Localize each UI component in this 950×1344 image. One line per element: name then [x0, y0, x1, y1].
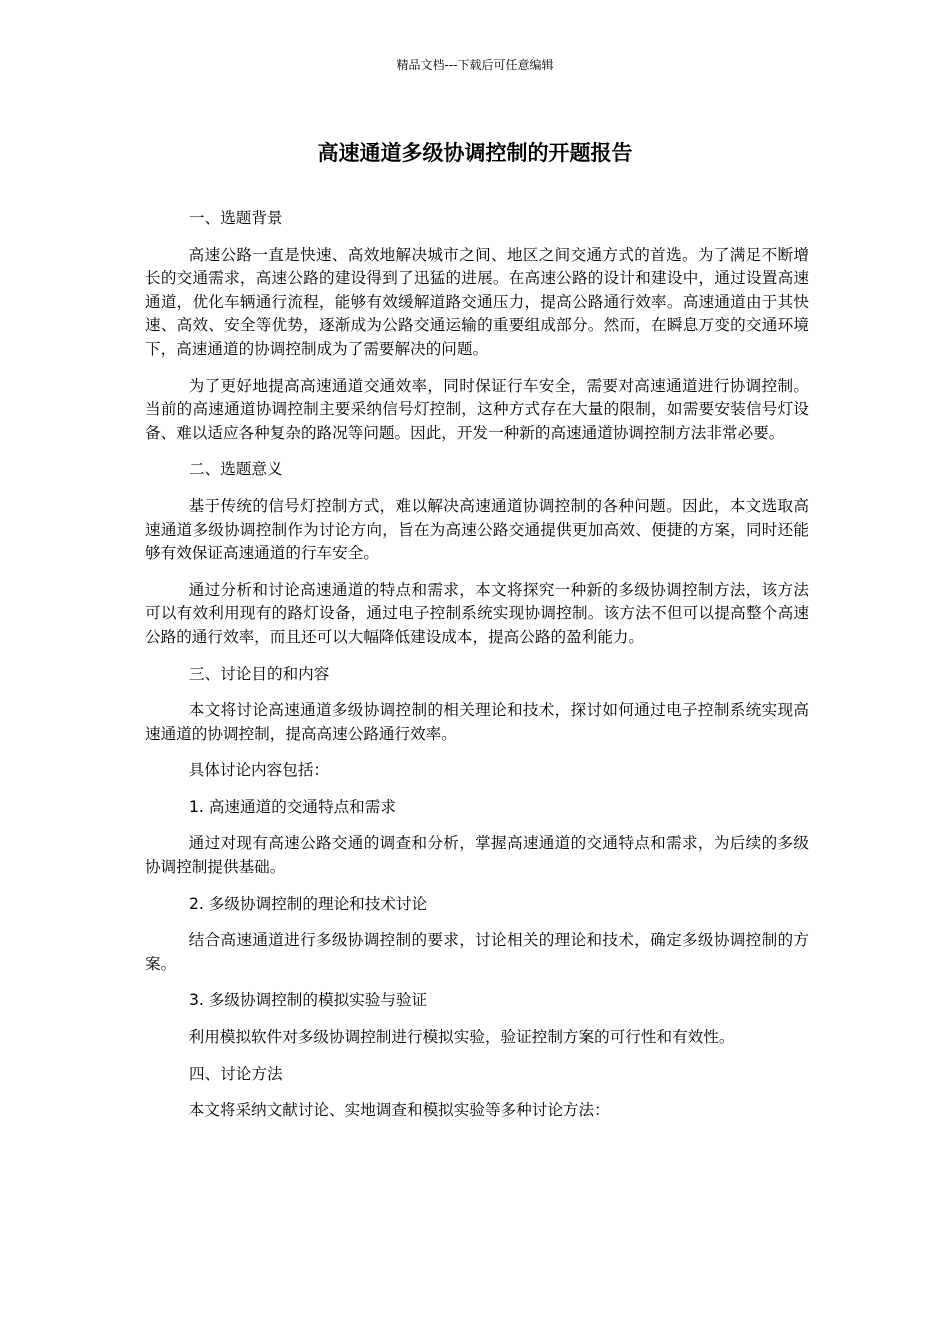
document-title: 高速通道多级协调控制的开题报告 [317, 141, 633, 165]
list-item-heading-3: 3. 多级协调控制的模拟实验与验证 [189, 991, 428, 1010]
section-heading-methods: 四、讨论方法 [189, 1064, 283, 1083]
document-body [145, 207, 809, 1136]
paragraph-background-2: 为了更好地提高高速通道交通效率，同时保证行车安全，需要对高速通道进行协调控制。当前的高速通道协调控制主要采纳信号灯控制，这种方式存在大量的限制，如需要安装信号灯设备、难以适应各种复杂的路况等问题。因此，开发一种新的高速通道协调控制方法非常必要。 [145, 376, 809, 442]
paragraph-background-1: 高速公路一直是快速、高效地解决城市之间、地区之间交通方式的首选。为了满足不断增长的交通需求，高速公路的建设得到了迅猛的进展。在高速公路的设计和建设中，通过设置高速通道，优化车辆通行流程，能够有效缓解道路交通压力，提高公路通行效率。高速通道由于其快速、高效、安全等优势，逐渐成为公路交通运输的重要组成部分。然而，在瞬息万变的交通环境下，高速通道的协调控制成为了需要解决的问题。 [145, 245, 809, 358]
page-header-note: 精品文档---下载后可任意编辑 [396, 58, 554, 72]
list-item-text-2: 结合高速通道进行多级协调控制的要求，讨论相关的理论和技术，确定多级协调控制的方案。 [145, 931, 809, 973]
paragraph-methods-1: 本文将采纳文献讨论、实地调查和模拟实验等多种讨论方法： [188, 1101, 610, 1120]
paragraph-significance-2: 通过分析和讨论高速通道的特点和需求，本文将探究一种新的多级协调控制方法，该方法可以有效利用现有的路灯设备，通过电子控制系统实现协调控制。该方法不但可以提高整个高速公路的通行效率，而且还可以大幅降低建设成本，提高公路的盈利能力。 [145, 580, 809, 646]
list-item-heading-2: 2. 多级协调控制的理论和技术讨论 [189, 894, 428, 913]
list-item-text-3: 利用模拟软件对多级协调控制进行模拟实验，验证控制方案的可行性和有效性。 [188, 1028, 735, 1047]
paragraph-purpose-1: 本文将讨论高速通道多级协调控制的相关理论和技术，探讨如何通过电子控制系统实现高速通道的协调控制，提高高速公路通行效率。 [145, 701, 809, 743]
list-item-heading-1: 1. 高速通道的交通特点和需求 [189, 797, 396, 816]
paragraph-significance-1: 基于传统的信号灯控制方式，难以解决高速通道协调控制的各种问题。因此，本文选取高速通道多级协调控制作为讨论方向，旨在为高速公路交通提供更加高效、便捷的方案，同时还能够有效保证高速通道的行车安全。 [145, 496, 809, 563]
section-heading-significance: 二、选题意义 [189, 460, 283, 479]
list-item-text-1: 通过对现有高速公路交通的调查和分析，掌握高速通道的交通特点和需求，为后续的多级协调控制提供基础。 [145, 834, 809, 877]
section-heading-background: 一、选题背景 [189, 209, 283, 227]
paragraph-purpose-2: 具体讨论内容包括： [188, 761, 330, 780]
section-heading-purpose: 三、讨论目的和内容 [189, 664, 330, 683]
